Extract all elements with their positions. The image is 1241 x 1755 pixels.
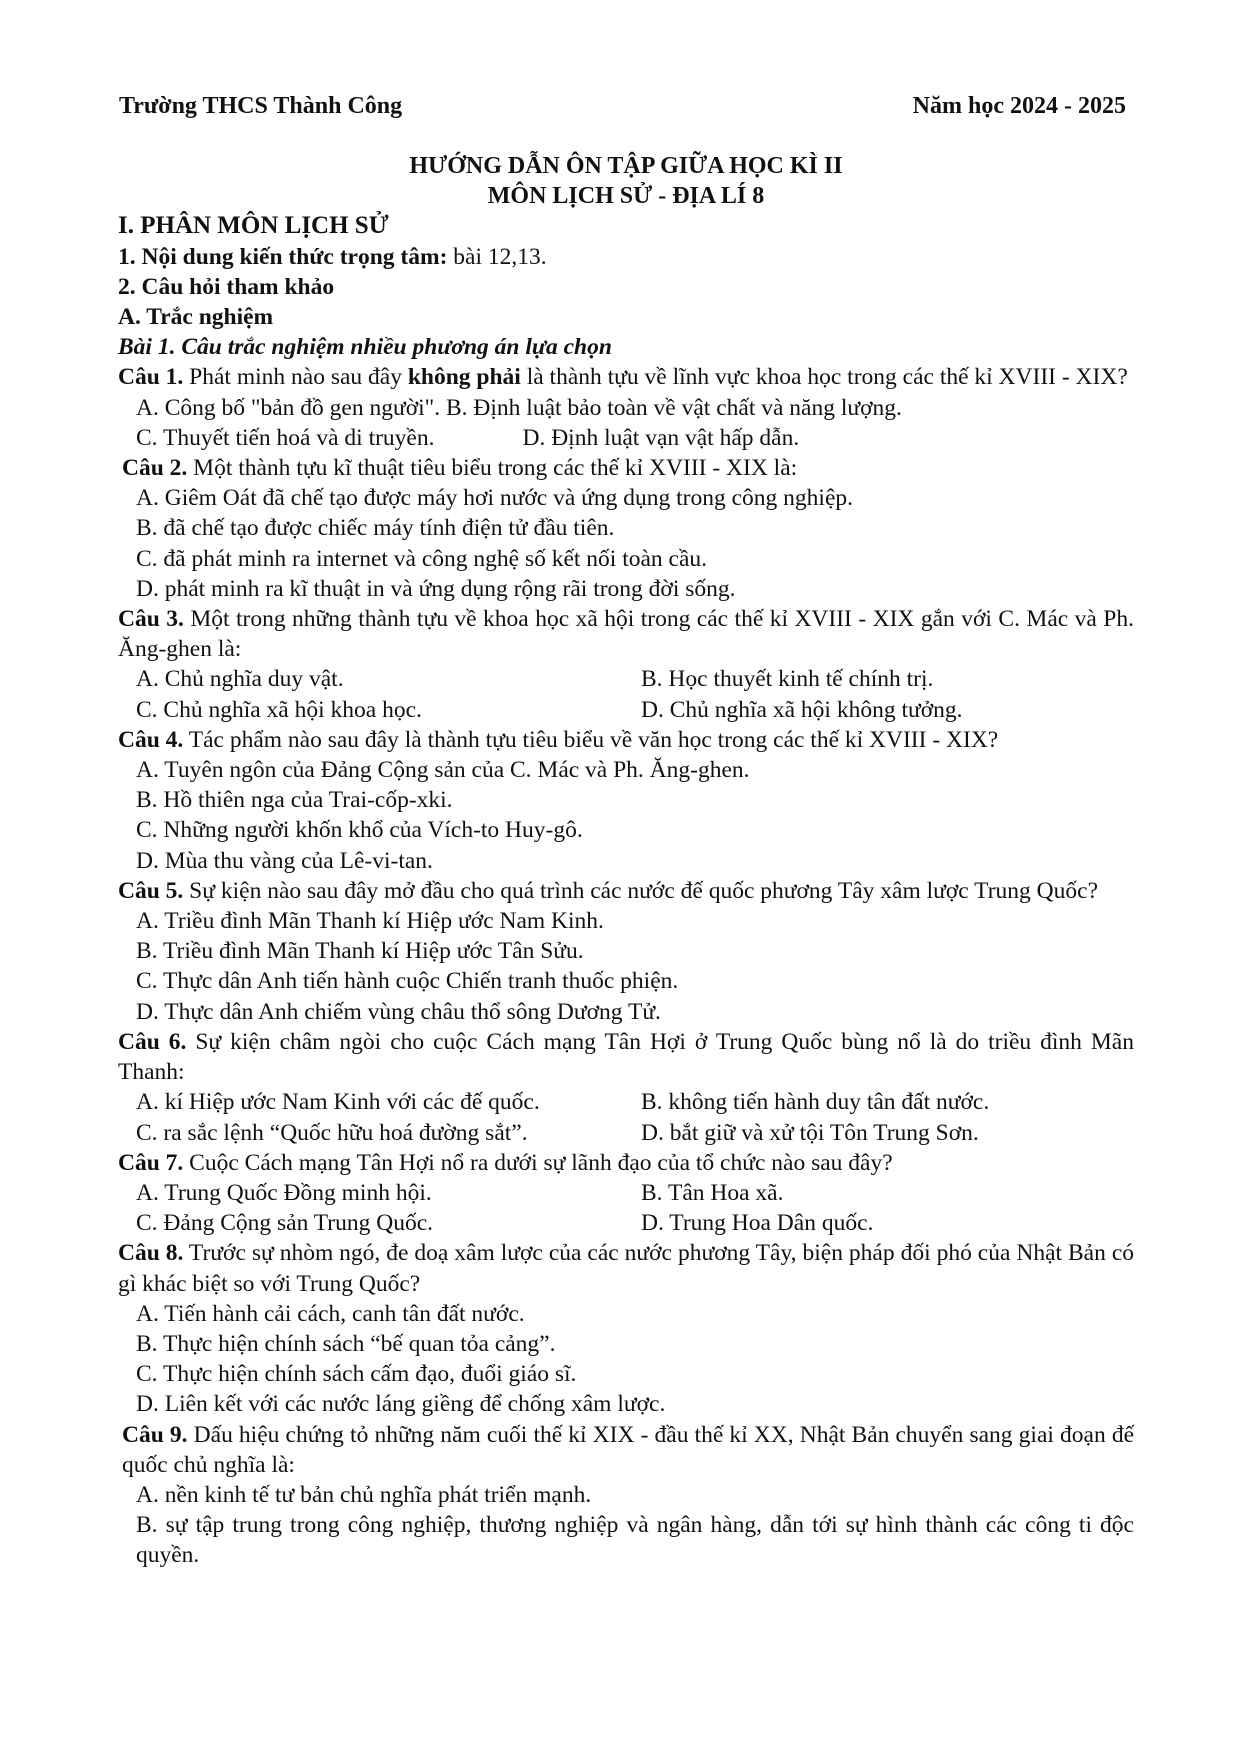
reference-questions-heading: 2. Câu hỏi tham khảo [118,273,335,300]
question-text: Trước sự nhòm ngó, đe doạ xâm lược của các nước phương Tây, biện pháp đối phó của Nhật Bản có gì khác biệt so với Trung Quốc? [118,1240,1134,1297]
part-a-heading: A. Trắc nghiệm [118,304,274,331]
question-7-options-row-2 [118,1208,1134,1238]
question-label: Câu 8. [118,1240,184,1267]
document-header [119,91,1126,121]
option-c: C. ra sắc lệnh “Quốc hữu hoá đường sắt”. [136,1119,528,1146]
question-text: Sự kiện nào sau đây mở đầu cho quá trình các nước đế quốc phương Tây xâm lược Trung Quốc? [183,877,1098,904]
question-1 [118,362,1134,392]
question-7-options-row-1 [118,1178,1134,1208]
option-b: B. sự tập trung trong công nghiệp, thương nghiệp và ngân hàng, dẫn tới sự hình thành các công ti độc quyền. [136,1512,1134,1569]
question-text: Cuộc Cách mạng Tân Hợi nổ ra dưới sự lãnh đạo của tổ chức nào sau đây? [183,1149,893,1176]
school-name: Trường THCS Thành Công [119,93,403,119]
question-text: là thành tựu về lĩnh vực khoa học trong các thế kỉ XVIII - XIX? [520,364,1128,391]
option-b: B. đã chế tạo được chiếc máy tính điện tử đầu tiên. [136,515,615,542]
option-a: A. Chủ nghĩa duy vật. [136,666,344,693]
question-9 [118,1420,1134,1480]
option-a: A. Trung Quốc Đồng minh hội. [136,1179,432,1206]
content-focus [118,242,1134,272]
option-a: A. nền kinh tế tư bản chủ nghĩa phát triển mạnh. [136,1481,592,1508]
question-6-options-row-2 [118,1118,1134,1148]
question-6-options-row-1 [118,1087,1134,1117]
exercise-1-heading: Bài 1. Câu trắc nghiệm nhiều phương án lựa chọn [118,334,612,361]
option-a: A. Tiến hành cải cách, canh tân đất nước. [136,1300,525,1327]
document-body [118,151,1134,1571]
school-year: Năm học 2024 - 2025 [912,93,1126,119]
question-8 [118,1238,1134,1298]
section-heading-history: I. PHÂN MÔN LỊCH SỬ [118,212,389,240]
question-label: Câu 7. [118,1149,184,1176]
question-label: Câu 9. [122,1421,188,1448]
option-b: B. Tân Hoa xã. [641,1179,784,1206]
content-focus-value: bài 12,13. [447,243,547,270]
option-a: A. Tuyên ngôn của Đảng Cộng sản của C. Mác và Ph. Ăng-ghen. [136,757,750,784]
question-label: Câu 2. [122,455,188,482]
option-d: D. Định luật vạn vật hấp dẫn. [522,424,800,451]
option-c: C. Những người khốn khổ của Vích-to Huy-gô. [136,817,583,844]
question-6 [118,1027,1134,1087]
question-3 [118,604,1134,664]
option-a: A. Triều đình Mãn Thanh kí Hiệp ước Nam Kinh. [136,908,604,935]
option-b: B. Thực hiện chính sách “bế quan tỏa cảng”. [136,1330,556,1357]
option-a: A. kí Hiệp ước Nam Kinh với các đế quốc. [136,1089,540,1116]
content-focus-label: 1. Nội dung kiến thức trọng tâm: [118,243,448,270]
option-c: C. Đảng Cộng sản Trung Quốc. [136,1210,434,1237]
question-7 [118,1148,1134,1178]
question-text: Một trong những thành tựu về khoa học xã hội trong các thế kỉ XVIII - XIX gắn với C. Mác và Ph. Ăng-ghen là: [118,606,1134,663]
question-5 [118,876,1134,906]
question-emphasis: không phải [407,364,521,391]
option-b: B. Hồ thiên nga của Trai-cốp-xki. [136,787,453,814]
option-d: D. Mùa thu vàng của Lê-vi-tan. [136,847,433,874]
option-b: B. Triều đình Mãn Thanh kí Hiệp ước Tân Sửu. [136,938,584,965]
question-text: Dấu hiệu chứng tỏ những năm cuối thế kỉ XIX - đầu thế kỉ XX, Nhật Bản chuyển sang giai đoạn đế quốc chủ nghĩa là: [122,1421,1134,1478]
option-d: D. Liên kết với các nước láng giềng để chống xâm lược. [136,1391,666,1418]
document-title-line-1: HƯỚNG DẪN ÔN TẬP GIỮA HỌC KÌ II [409,153,843,179]
question-3-options-row-1 [118,664,1134,694]
question-label: Câu 6. [118,1028,187,1055]
document-title-line-2: MÔN LỊCH SỬ - ĐỊA LÍ 8 [487,183,765,210]
question-4 [118,725,1134,755]
option-d: D. Thực dân Anh chiếm vùng châu thổ sông Dương Tử. [136,998,661,1025]
option-b: B. không tiến hành duy tân đất nước. [641,1089,990,1116]
question-3-options-row-2 [118,695,1134,725]
question-text: Sự kiện châm ngòi cho cuộc Cách mạng Tân Hợi ở Trung Quốc bùng nổ là do triều đình Mãn Thanh: [118,1028,1134,1086]
option-c: C. Thuyết tiến hoá và di truyền. [136,424,435,451]
question-text: Phát minh nào sau đây [183,364,408,391]
option-d: D. phát minh ra kĩ thuật in và ứng dụng rộng rãi trong đời sống. [136,575,736,602]
question-text: Tác phẩm nào sau đây là thành tựu tiêu biểu về văn học trong các thế kỉ XVIII - XIX? [183,726,999,753]
option-a: A. Giêm Oát đã chế tạo được máy hơi nước và ứng dụng trong công nghiệp. [136,485,854,512]
option-d: D. bắt giữ và xử tội Tôn Trung Sơn. [641,1119,979,1146]
question-1-options-ab: A. Công bố "bản đồ gen người". B. Định luật bảo toàn về vật chất và năng lượng. [136,394,902,421]
option-b: B. Học thuyết kinh tế chính trị. [641,666,934,693]
question-2 [118,453,1134,483]
option-d: D. Trung Hoa Dân quốc. [641,1210,874,1237]
option-c: C. đã phát minh ra internet và công nghệ số kết nối toàn cầu. [136,545,708,572]
option-c: C. Thực dân Anh tiến hành cuộc Chiến tranh thuốc phiện. [136,968,679,995]
question-label: Câu 1. [118,364,184,391]
question-label: Câu 5. [118,877,184,904]
option-d: D. Chủ nghĩa xã hội không tưởng. [641,696,963,723]
question-label: Câu 4. [118,726,184,753]
question-label: Câu 3. [118,606,184,633]
question-1-options-cd [118,423,1134,453]
question-text: Một thành tựu kĩ thuật tiêu biểu trong các thế kỉ XVIII - XIX là: [187,455,798,482]
option-c: C. Thực hiện chính sách cấm đạo, đuổi giáo sĩ. [136,1361,577,1388]
option-c: C. Chủ nghĩa xã hội khoa học. [136,696,422,723]
